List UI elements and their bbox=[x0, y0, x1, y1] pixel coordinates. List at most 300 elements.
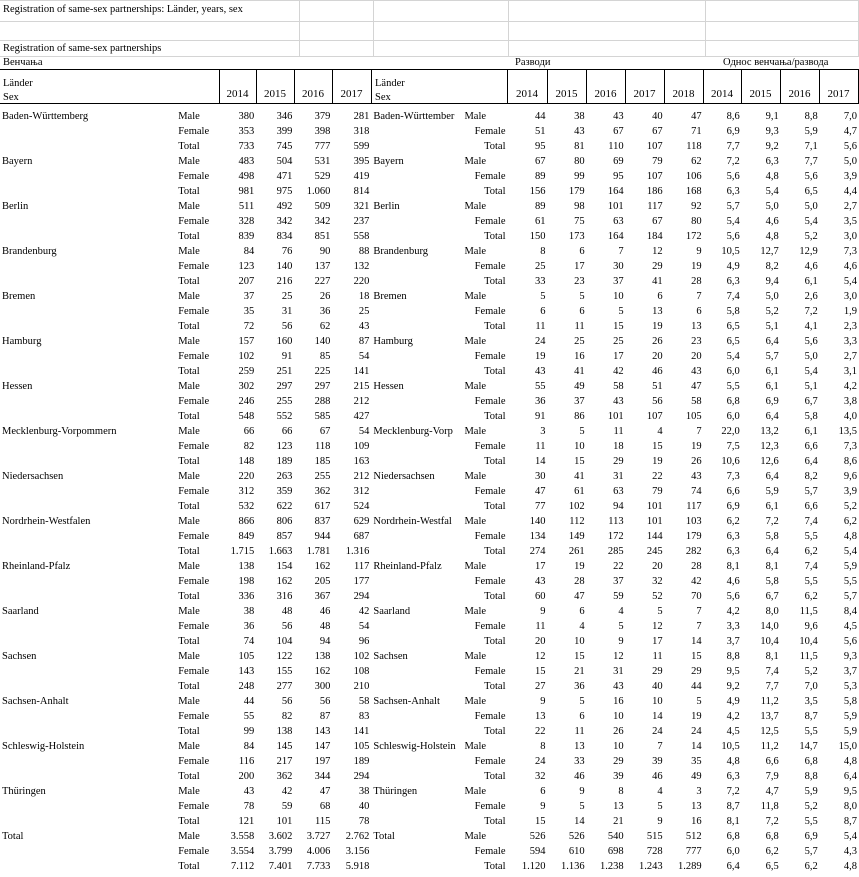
ratio-cell: 5,5 bbox=[843, 576, 857, 587]
divorces-cell: 7 bbox=[657, 741, 663, 752]
divorces-cell: 70 bbox=[691, 591, 702, 602]
sex-cell-2: Male bbox=[464, 831, 487, 842]
sex-cell-2: Male bbox=[464, 336, 487, 347]
sex-cell-2: Male bbox=[464, 471, 487, 482]
marriages-cell: 143 bbox=[314, 726, 331, 737]
ratio-cell: 5,8 bbox=[765, 576, 779, 587]
ratio-cell: 5,6 bbox=[726, 171, 740, 182]
table-row bbox=[0, 574, 859, 589]
divorces-cell: 13 bbox=[691, 801, 702, 812]
marriages-cell: 155 bbox=[276, 666, 293, 677]
ratio-cell: 3,5 bbox=[804, 696, 818, 707]
divorces-cell: 4 bbox=[657, 426, 663, 437]
divorces-cell: 62 bbox=[691, 156, 702, 167]
sex-cell: Male bbox=[178, 471, 200, 482]
divorces-cell: 67 bbox=[613, 126, 624, 137]
land-cell bbox=[0, 619, 176, 634]
sex-cell: Female bbox=[178, 531, 210, 542]
land-cell bbox=[0, 229, 176, 244]
divorces-cell: 71 bbox=[691, 126, 702, 137]
sex-cell: Total bbox=[178, 501, 200, 512]
divorces-cell: 14 bbox=[574, 816, 585, 827]
ratio-cell: 6,5 bbox=[765, 861, 779, 872]
land-cell bbox=[0, 844, 176, 859]
ratio-cell: 4,8 bbox=[843, 531, 857, 542]
marriages-cell: 177 bbox=[353, 576, 370, 587]
marriages-cell: 3.799 bbox=[268, 846, 293, 857]
sex-cell-2: Total bbox=[484, 771, 506, 782]
marriages-cell: 91 bbox=[281, 351, 293, 362]
marriages-cell: 255 bbox=[314, 471, 331, 482]
divorces-cell: 86 bbox=[574, 411, 585, 422]
divorces-cell: 1.136 bbox=[560, 861, 585, 872]
table-row bbox=[0, 424, 859, 439]
land-cell bbox=[0, 304, 176, 319]
marriages-cell: 162 bbox=[314, 561, 331, 572]
sex-cell-2: Total bbox=[484, 726, 506, 737]
table-row bbox=[0, 739, 859, 754]
ratio-cell: 11,2 bbox=[760, 741, 779, 752]
divorces-cell: 79 bbox=[652, 156, 663, 167]
ratio-cell: 5,6 bbox=[804, 336, 818, 347]
land-cell-2: Hessen bbox=[373, 381, 404, 392]
land-cell: Mecklenburg-Vorpommern bbox=[2, 426, 117, 437]
ratio-cell: 7,2 bbox=[726, 156, 740, 167]
table-row bbox=[0, 469, 859, 484]
marriages-cell: 281 bbox=[353, 111, 370, 122]
divorces-cell: 20 bbox=[535, 636, 546, 647]
marriages-cell: 237 bbox=[353, 216, 370, 227]
divorces-cell: 16 bbox=[691, 816, 702, 827]
ratio-cell: 5,9 bbox=[843, 561, 857, 572]
sex-cell: Male bbox=[178, 786, 200, 797]
divorces-cell: 512 bbox=[685, 831, 702, 842]
table-row bbox=[0, 349, 859, 364]
divorces-cell: 144 bbox=[646, 531, 663, 542]
marriages-cell: 498 bbox=[238, 171, 255, 182]
marriages-cell: 212 bbox=[353, 471, 370, 482]
ratio-cell: 6,1 bbox=[765, 501, 779, 512]
sex-cell: Female bbox=[178, 576, 210, 587]
divorces-cell: 32 bbox=[652, 576, 663, 587]
ratio-cell: 4,9 bbox=[726, 261, 740, 272]
marriages-cell: 806 bbox=[276, 516, 293, 527]
ratio-cell: 12,3 bbox=[760, 441, 779, 452]
divorces-cell: 102 bbox=[568, 501, 585, 512]
sex-cell-2: Male bbox=[464, 246, 487, 257]
divorces-cell: 63 bbox=[613, 486, 624, 497]
ratio-cell: 2,7 bbox=[843, 351, 857, 362]
land-cell bbox=[0, 259, 176, 274]
header-land-label-2: Länder bbox=[375, 78, 405, 89]
sex-cell: Total bbox=[178, 636, 200, 647]
table-row bbox=[0, 829, 859, 844]
divorces-cell: 67 bbox=[535, 156, 546, 167]
marriages-cell: 205 bbox=[314, 576, 331, 587]
table-row bbox=[0, 604, 859, 619]
ratio-cell: 6,0 bbox=[726, 411, 740, 422]
divorces-cell: 77 bbox=[535, 501, 546, 512]
year-header: 2015 bbox=[555, 88, 578, 100]
ratio-cell: 6,6 bbox=[765, 756, 779, 767]
marriages-cell: 38 bbox=[358, 786, 370, 797]
sex-cell: Total bbox=[178, 366, 200, 377]
marriages-cell: 1.781 bbox=[306, 546, 331, 557]
marriages-cell: 141 bbox=[353, 726, 370, 737]
ratio-cell: 6,6 bbox=[804, 501, 818, 512]
land-cell-2 bbox=[371, 679, 462, 694]
divorces-cell: 63 bbox=[613, 216, 624, 227]
marriages-cell: 294 bbox=[353, 771, 370, 782]
ratio-cell: 6,1 bbox=[804, 426, 818, 437]
ratio-cell: 4,7 bbox=[843, 126, 857, 137]
land-cell bbox=[0, 454, 176, 469]
divorces-cell: 698 bbox=[607, 846, 624, 857]
divorces-cell: 41 bbox=[574, 366, 585, 377]
marriages-cell: 40 bbox=[358, 801, 370, 812]
marriages-cell: 342 bbox=[314, 216, 331, 227]
divorces-cell: 11 bbox=[535, 441, 546, 452]
divorces-cell: 56 bbox=[652, 396, 663, 407]
ratio-cell: 9,4 bbox=[765, 276, 779, 287]
marriages-cell: 300 bbox=[314, 681, 331, 692]
land-cell-2 bbox=[371, 634, 462, 649]
table-row bbox=[0, 589, 859, 604]
marriages-cell: 90 bbox=[319, 246, 331, 257]
marriages-cell: 548 bbox=[238, 411, 255, 422]
marriages-cell: 585 bbox=[314, 411, 331, 422]
land-cell-2 bbox=[371, 799, 462, 814]
sex-cell: Male bbox=[178, 201, 200, 212]
divorces-cell: 61 bbox=[574, 486, 585, 497]
marriages-cell: 263 bbox=[276, 471, 293, 482]
ratio-cell: 8,0 bbox=[843, 801, 857, 812]
divorces-cell: 10 bbox=[613, 741, 624, 752]
sex-cell: Female bbox=[178, 711, 210, 722]
marriages-cell: 427 bbox=[353, 411, 370, 422]
marriages-cell: 87 bbox=[358, 336, 370, 347]
marriages-cell: 141 bbox=[353, 366, 370, 377]
divorces-cell: 74 bbox=[691, 486, 702, 497]
divorces-cell: 80 bbox=[574, 156, 585, 167]
ratio-cell: 7,4 bbox=[804, 561, 818, 572]
land-cell-2 bbox=[371, 169, 462, 184]
divorces-cell: 58 bbox=[613, 381, 624, 392]
divorces-cell: 1.238 bbox=[599, 861, 624, 872]
marriages-cell: 532 bbox=[238, 501, 255, 512]
sex-cell-2: Total bbox=[484, 456, 506, 467]
divorces-cell: 110 bbox=[608, 141, 624, 152]
marriages-cell: 74 bbox=[243, 636, 255, 647]
ratio-cell: 5,5 bbox=[804, 726, 818, 737]
marriages-cell: 7.112 bbox=[231, 861, 255, 872]
land-cell bbox=[0, 169, 176, 184]
ratio-cell: 11,5 bbox=[799, 651, 818, 662]
land-cell bbox=[0, 769, 176, 784]
marriages-cell: 56 bbox=[281, 621, 293, 632]
divorces-cell: 29 bbox=[652, 666, 663, 677]
divorces-cell: 39 bbox=[613, 771, 624, 782]
divorces-cell: 80 bbox=[691, 216, 702, 227]
sex-cell: Female bbox=[178, 666, 210, 677]
sex-cell-2: Female bbox=[474, 666, 506, 677]
marriages-cell: 198 bbox=[238, 576, 255, 587]
marriages-cell: 47 bbox=[319, 786, 331, 797]
marriages-cell: 197 bbox=[314, 756, 331, 767]
divorces-cell: 17 bbox=[613, 351, 624, 362]
marriages-cell: 200 bbox=[238, 771, 255, 782]
sex-cell: Male bbox=[178, 336, 200, 347]
ratio-cell: 10,4 bbox=[760, 636, 779, 647]
ratio-cell: 6,4 bbox=[726, 861, 740, 872]
year-header: 2015 bbox=[264, 88, 286, 100]
divorces-cell: 29 bbox=[613, 756, 624, 767]
divorces-cell: 47 bbox=[535, 486, 546, 497]
land-cell-2 bbox=[371, 814, 462, 829]
divorces-cell: 24 bbox=[535, 336, 546, 347]
divorces-cell: 40 bbox=[652, 681, 663, 692]
divorces-cell: 24 bbox=[691, 726, 702, 737]
table-row bbox=[0, 784, 859, 799]
divorces-cell: 168 bbox=[685, 186, 702, 197]
document-title: Registration of same-sex partnerships: Länder, years, sex bbox=[3, 4, 243, 15]
marriages-cell: 217 bbox=[276, 756, 293, 767]
land-cell bbox=[0, 139, 176, 154]
divorces-cell: 11 bbox=[535, 621, 546, 632]
divorces-cell: 14 bbox=[691, 741, 702, 752]
marriages-cell: 59 bbox=[281, 801, 293, 812]
land-cell bbox=[0, 709, 176, 724]
land-cell bbox=[0, 679, 176, 694]
land-cell-2 bbox=[371, 619, 462, 634]
marriages-cell: 552 bbox=[276, 411, 293, 422]
divorces-cell: 6 bbox=[579, 306, 585, 317]
ratio-cell: 4,8 bbox=[765, 231, 779, 242]
ratio-cell: 4,8 bbox=[765, 171, 779, 182]
marriages-cell: 399 bbox=[276, 126, 293, 137]
marriages-cell: 511 bbox=[238, 201, 255, 212]
table-row bbox=[0, 454, 859, 469]
ratio-cell: 13,2 bbox=[760, 426, 779, 437]
table-row bbox=[0, 634, 859, 649]
land-cell-2 bbox=[371, 589, 462, 604]
ratio-cell: 5,7 bbox=[804, 486, 818, 497]
sex-cell-2: Male bbox=[464, 561, 487, 572]
divorces-cell: 6 bbox=[540, 786, 546, 797]
divorces-cell: 150 bbox=[529, 231, 546, 242]
land-cell: Hamburg bbox=[2, 336, 42, 347]
marriages-cell: 36 bbox=[243, 621, 255, 632]
land-cell-2 bbox=[371, 214, 462, 229]
ratio-cell: 3,9 bbox=[843, 486, 857, 497]
divorces-cell: 91 bbox=[535, 411, 546, 422]
divorces-cell: 16 bbox=[574, 351, 585, 362]
divorces-cell: 12 bbox=[652, 246, 663, 257]
marriages-cell: 398 bbox=[314, 126, 331, 137]
divorces-cell: 107 bbox=[646, 141, 663, 152]
sex-cell-2: Total bbox=[484, 681, 506, 692]
sex-cell: Total bbox=[178, 321, 200, 332]
divorces-cell: 43 bbox=[574, 126, 585, 137]
marriages-cell: 104 bbox=[276, 636, 293, 647]
ratio-cell: 4,2 bbox=[726, 711, 740, 722]
ratio-cell: 4,2 bbox=[726, 606, 740, 617]
land-cell-2: Rheinland-Pfalz bbox=[373, 561, 442, 572]
marriages-cell: 7.401 bbox=[268, 861, 293, 872]
sex-cell: Female bbox=[178, 801, 210, 812]
marriages-cell: 137 bbox=[314, 261, 331, 272]
land-cell-2: Niedersachsen bbox=[373, 471, 435, 482]
land-cell bbox=[0, 724, 176, 739]
table-row bbox=[0, 259, 859, 274]
divorces-cell: 95 bbox=[535, 141, 546, 152]
ratio-cell: 6,3 bbox=[765, 156, 779, 167]
sex-cell: Total bbox=[178, 231, 200, 242]
ratio-cell: 9,3 bbox=[765, 126, 779, 137]
divorces-cell: 22 bbox=[613, 561, 624, 572]
ratio-cell: 3,7 bbox=[726, 636, 740, 647]
marriages-cell: 162 bbox=[314, 666, 331, 677]
ratio-cell: 5,4 bbox=[765, 186, 779, 197]
land-cell: Berlin bbox=[2, 201, 29, 212]
marriages-cell: 102 bbox=[238, 351, 255, 362]
ratio-cell: 5,7 bbox=[843, 591, 857, 602]
divorces-cell: 43 bbox=[691, 366, 702, 377]
sex-cell: Female bbox=[178, 126, 210, 137]
land-cell bbox=[0, 484, 176, 499]
year-header: 2018 bbox=[672, 88, 695, 100]
divorces-cell: 112 bbox=[569, 516, 585, 527]
divorces-cell: 13 bbox=[535, 711, 546, 722]
sex-cell: Female bbox=[178, 261, 210, 272]
divorces-cell: 31 bbox=[613, 471, 624, 482]
divorces-cell: 8 bbox=[540, 246, 546, 257]
sex-cell-2: Female bbox=[474, 396, 506, 407]
divorces-cell: 274 bbox=[529, 546, 546, 557]
marriages-cell: 379 bbox=[314, 111, 331, 122]
sex-cell: Female bbox=[178, 621, 210, 632]
ratio-cell: 5,0 bbox=[843, 156, 857, 167]
sex-cell: Female bbox=[178, 351, 210, 362]
ratio-cell: 6,6 bbox=[804, 441, 818, 452]
ratio-cell: 5,4 bbox=[804, 366, 818, 377]
land-cell-2: Bayern bbox=[373, 156, 404, 167]
marriages-cell: 362 bbox=[314, 486, 331, 497]
divorces-cell: 99 bbox=[574, 171, 585, 182]
divorces-cell: 149 bbox=[568, 531, 585, 542]
ratio-cell: 9,5 bbox=[843, 786, 857, 797]
ratio-cell: 10,4 bbox=[799, 636, 818, 647]
marriages-cell: 42 bbox=[281, 786, 293, 797]
divorces-cell: 5 bbox=[579, 801, 585, 812]
divorces-cell: 179 bbox=[568, 186, 585, 197]
ratio-cell: 8,1 bbox=[726, 561, 740, 572]
ratio-cell: 6,9 bbox=[726, 501, 740, 512]
marriages-cell: 122 bbox=[276, 651, 293, 662]
land-cell-2 bbox=[371, 724, 462, 739]
divorces-cell: 31 bbox=[613, 666, 624, 677]
divorces-cell: 186 bbox=[646, 186, 663, 197]
land-cell-2 bbox=[371, 259, 462, 274]
divorces-cell: 42 bbox=[613, 366, 624, 377]
ratio-cell: 7,3 bbox=[843, 246, 857, 257]
divorces-cell: 7 bbox=[696, 621, 702, 632]
marriages-cell: 42 bbox=[358, 606, 370, 617]
divorces-cell: 7 bbox=[618, 246, 624, 257]
ratio-cell: 12,5 bbox=[760, 726, 779, 737]
divorces-cell: 89 bbox=[535, 201, 546, 212]
divorces-cell: 19 bbox=[691, 711, 702, 722]
ratio-cell: 8,2 bbox=[804, 471, 818, 482]
divorces-cell: 33 bbox=[574, 756, 585, 767]
marriages-cell: 82 bbox=[281, 711, 293, 722]
sex-cell: Total bbox=[178, 141, 200, 152]
sex-cell-2: Total bbox=[484, 141, 506, 152]
ratio-cell: 7,2 bbox=[765, 816, 779, 827]
ratio-cell: 8,6 bbox=[726, 111, 740, 122]
ratio-cell: 5,2 bbox=[843, 501, 857, 512]
land-cell: Bremen bbox=[2, 291, 36, 302]
divorces-cell: 23 bbox=[574, 276, 585, 287]
marriages-cell: 492 bbox=[276, 201, 293, 212]
divorces-cell: 37 bbox=[574, 396, 585, 407]
ratio-cell: 5,8 bbox=[765, 531, 779, 542]
marriages-cell: 88 bbox=[358, 246, 370, 257]
land-cell-2: Nordrhein-Westfal bbox=[373, 516, 452, 527]
divorces-cell: 8 bbox=[618, 786, 624, 797]
divorces-cell: 61 bbox=[535, 216, 546, 227]
table-row bbox=[0, 499, 859, 514]
ratio-cell: 6,3 bbox=[726, 531, 740, 542]
marriages-cell: 48 bbox=[281, 606, 293, 617]
divorces-cell: 33 bbox=[535, 276, 546, 287]
marriages-cell: 138 bbox=[238, 561, 255, 572]
ratio-cell: 12,7 bbox=[760, 246, 779, 257]
divorces-cell: 30 bbox=[535, 471, 546, 482]
ratio-cell: 6,4 bbox=[843, 771, 857, 782]
ratio-cell: 4,2 bbox=[843, 381, 857, 392]
sex-cell-2: Female bbox=[474, 216, 506, 227]
divorces-cell: 5 bbox=[579, 291, 585, 302]
ratio-cell: 7,2 bbox=[804, 306, 818, 317]
divorces-cell: 117 bbox=[647, 201, 663, 212]
divorces-cell: 5 bbox=[540, 291, 546, 302]
land-cell-2 bbox=[371, 769, 462, 784]
land-cell bbox=[0, 439, 176, 454]
ratio-cell: 14,0 bbox=[760, 621, 779, 632]
sex-cell: Total bbox=[178, 276, 200, 287]
sex-cell: Total bbox=[178, 456, 200, 467]
marriages-cell: 66 bbox=[243, 426, 255, 437]
marriages-cell: 3.156 bbox=[345, 846, 370, 857]
marriages-cell: 814 bbox=[353, 186, 370, 197]
ratio-cell: 4,4 bbox=[843, 186, 857, 197]
divorces-cell: 9 bbox=[657, 816, 663, 827]
ratio-cell: 13,5 bbox=[838, 426, 857, 437]
ratio-cell: 4,9 bbox=[726, 696, 740, 707]
marriages-cell: 225 bbox=[314, 366, 331, 377]
land-cell: Total bbox=[2, 831, 24, 842]
marriages-cell: 109 bbox=[353, 441, 370, 452]
table-row bbox=[0, 199, 859, 214]
ratio-cell: 2,6 bbox=[804, 291, 818, 302]
year-header: 2015 bbox=[749, 88, 772, 100]
divorces-cell: 540 bbox=[607, 831, 624, 842]
ratio-cell: 6,4 bbox=[765, 471, 779, 482]
divorces-cell: 43 bbox=[535, 576, 546, 587]
ratio-cell: 5,0 bbox=[804, 201, 818, 212]
marriages-cell: 4.006 bbox=[306, 846, 331, 857]
